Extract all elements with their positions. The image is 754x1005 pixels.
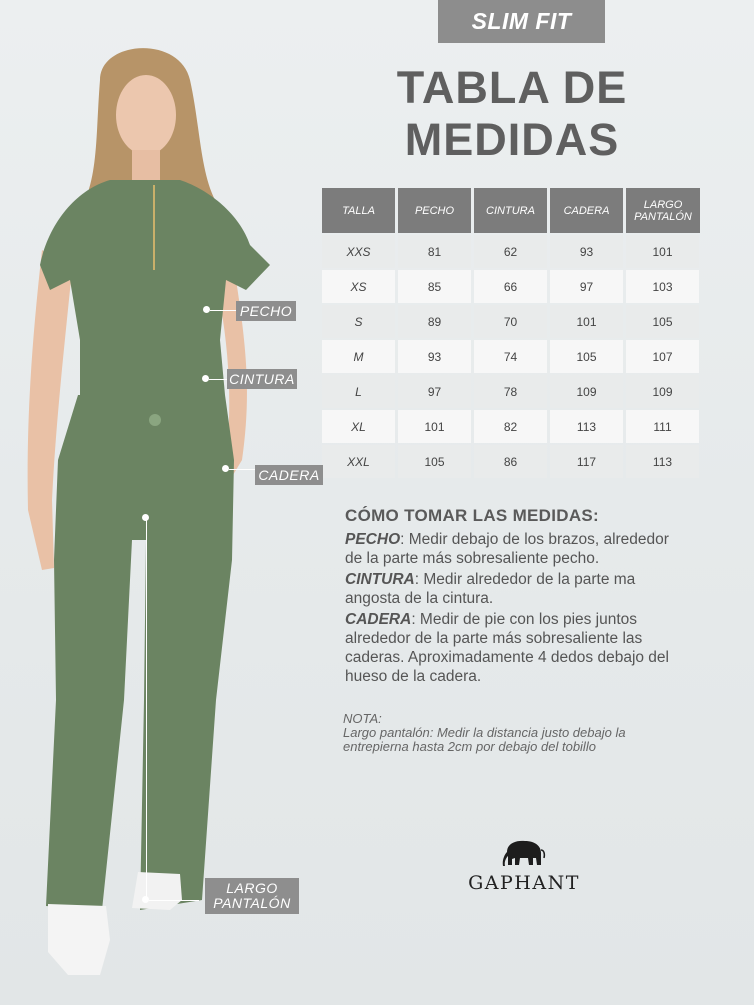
cell-size: XXS <box>322 235 395 268</box>
cadera-marker <box>222 465 229 472</box>
cell-size: XS <box>322 270 395 303</box>
largo-leader-vertical <box>146 518 147 898</box>
instructions-heading: CÓMO TOMAR LAS MEDIDAS: <box>345 506 600 525</box>
callout-largo-pantalon: LARGO PANTALÓN <box>205 878 299 914</box>
table-row <box>322 445 700 478</box>
page-title <box>370 62 654 166</box>
callout-pecho: PECHO <box>236 301 296 321</box>
cell-pecho: 85 <box>398 270 471 303</box>
header-pecho: PECHO <box>398 188 471 233</box>
cell-cintura: 62 <box>474 235 547 268</box>
cell-largo: 103 <box>626 270 699 303</box>
instruction-cadera-label: CADERA <box>345 611 412 628</box>
cell-cintura: 78 <box>474 375 547 408</box>
title-line-2: MEDIDAS <box>404 114 620 165</box>
cell-cintura: 70 <box>474 305 547 338</box>
header-cadera: CADERA <box>550 188 623 233</box>
cell-cadera: 101 <box>550 305 623 338</box>
cell-pecho: 105 <box>398 445 471 478</box>
pecho-leader <box>210 310 236 311</box>
cell-cadera: 93 <box>550 235 623 268</box>
brand-name: GAPHANT <box>468 872 580 894</box>
cell-largo: 113 <box>626 445 699 478</box>
pecho-marker <box>203 306 210 313</box>
cintura-marker <box>202 375 209 382</box>
face <box>116 75 176 155</box>
header-talla: TALLA <box>322 188 395 233</box>
instruction-pecho-label: PECHO <box>345 531 401 548</box>
measuring-instructions <box>345 506 685 688</box>
table-row <box>322 305 700 338</box>
header-largo: LARGO PANTALÓN <box>626 188 700 233</box>
cadera-leader <box>229 469 255 470</box>
table-row <box>322 235 700 268</box>
model-illustration <box>20 40 280 1000</box>
elephant-icon <box>501 838 547 868</box>
cell-largo: 107 <box>626 340 699 373</box>
instruction-cintura-label: CINTURA <box>345 571 415 588</box>
table-row <box>322 340 700 373</box>
cell-cadera: 109 <box>550 375 623 408</box>
cell-size: S <box>322 305 395 338</box>
cintura-leader <box>209 379 227 380</box>
callout-cintura: CINTURA <box>227 369 297 389</box>
cell-size: L <box>322 375 395 408</box>
cell-cadera: 97 <box>550 270 623 303</box>
cell-largo: 111 <box>626 410 699 443</box>
table-row <box>322 270 700 303</box>
largo-bottom-marker <box>142 896 149 903</box>
callout-cadera: CADERA <box>255 465 323 485</box>
right-shoe <box>132 872 182 910</box>
table-row <box>322 410 700 443</box>
cell-cadera: 105 <box>550 340 623 373</box>
cell-pecho: 89 <box>398 305 471 338</box>
instruction-cadera <box>345 610 685 686</box>
cell-cintura: 66 <box>474 270 547 303</box>
instruction-pecho <box>345 530 685 568</box>
instruction-cintura-text: : Medir alrededor de la parte ma angosta de la cintura. <box>345 571 636 607</box>
cell-cadera: 117 <box>550 445 623 478</box>
cell-largo: 101 <box>626 235 699 268</box>
note-label: NOTA: <box>343 711 382 726</box>
table-body <box>322 235 700 478</box>
cell-pecho: 97 <box>398 375 471 408</box>
pants <box>46 395 234 910</box>
note <box>343 712 683 754</box>
cell-cadera: 113 <box>550 410 623 443</box>
cell-size: XXL <box>322 445 395 478</box>
cell-cintura: 82 <box>474 410 547 443</box>
left-shoe <box>48 904 110 975</box>
title-line-1: TABLA DE <box>396 62 628 113</box>
cell-pecho: 81 <box>398 235 471 268</box>
size-table <box>322 188 700 478</box>
cell-pecho: 101 <box>398 410 471 443</box>
cell-largo: 109 <box>626 375 699 408</box>
table-row <box>322 375 700 408</box>
cell-largo: 105 <box>626 305 699 338</box>
instruction-cadera-text: : Medir de pie con los pies juntos alrededor de la parte más sobresaliente las caderas. Aproximadamente 4 dedos debajo del hueso de la cadera. <box>345 611 669 685</box>
table-header <box>322 188 700 233</box>
instruction-pecho-text: : Medir debajo de los brazos, alrededor de la parte más sobresaliente pecho. <box>345 531 669 567</box>
header-cintura: CINTURA <box>474 188 547 233</box>
cell-cintura: 74 <box>474 340 547 373</box>
cell-size: XL <box>322 410 395 443</box>
brand-logo <box>462 838 586 894</box>
note-text: Largo pantalón: Medir la distancia justo debajo la entrepierna hasta 2cm por debajo del tobillo <box>343 725 626 754</box>
largo-top-marker <box>142 514 149 521</box>
pants-button <box>149 414 161 426</box>
slim-fit-badge: SLIM FIT <box>438 0 605 43</box>
cell-size: M <box>322 340 395 373</box>
largo-leader <box>149 900 199 901</box>
instruction-cintura <box>345 570 685 608</box>
cell-pecho: 93 <box>398 340 471 373</box>
cell-cintura: 86 <box>474 445 547 478</box>
